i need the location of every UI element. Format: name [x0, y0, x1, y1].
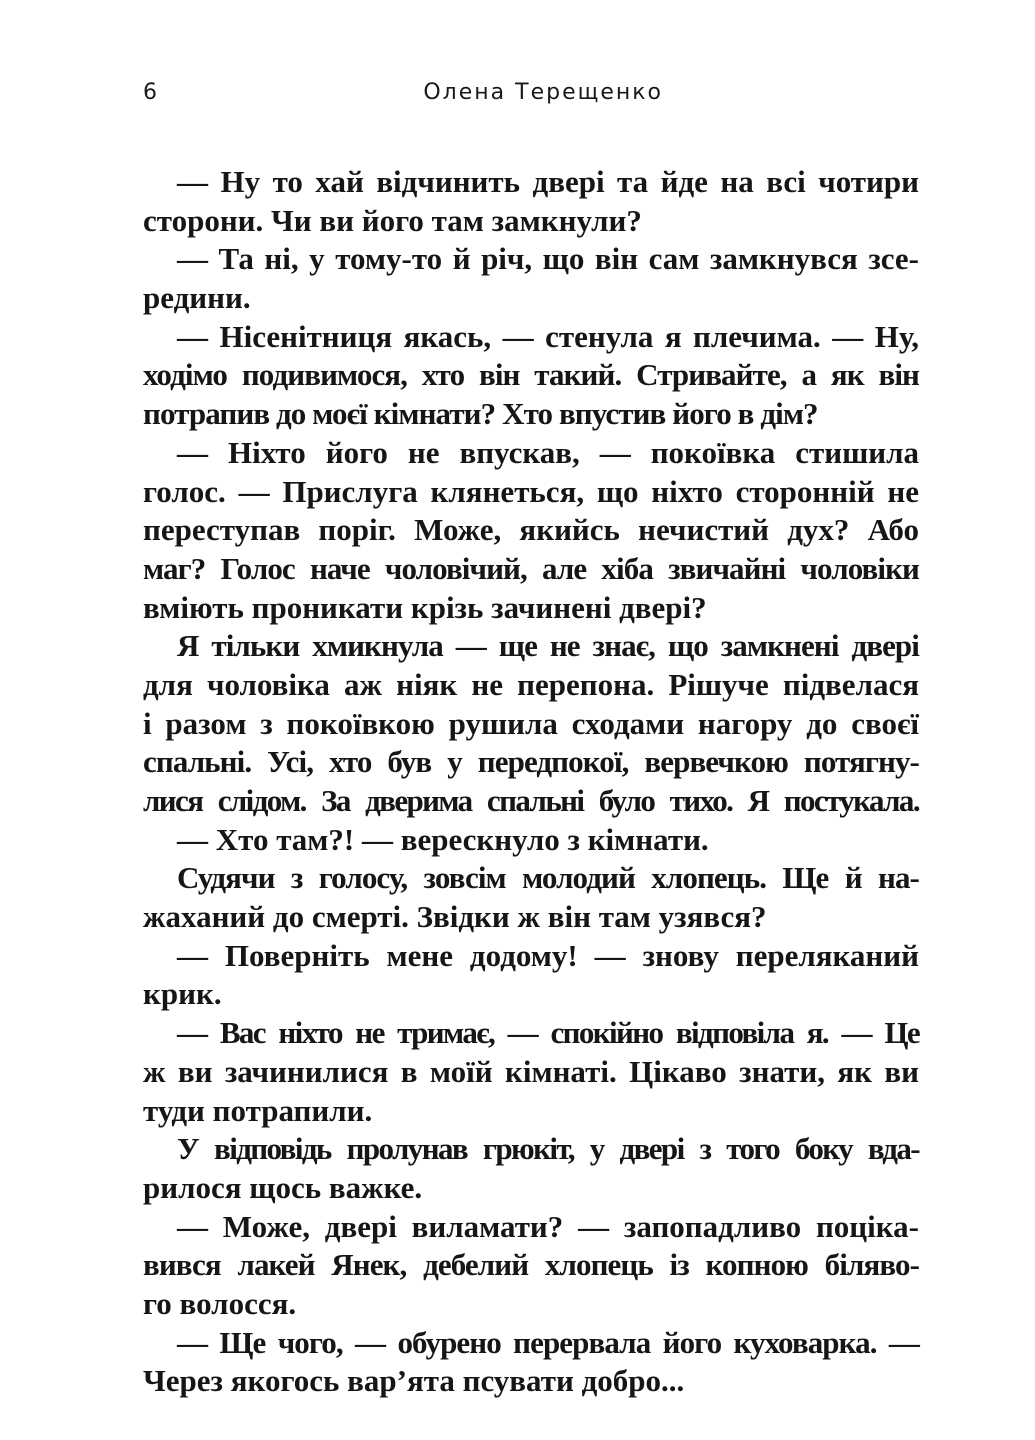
- text-line: — Поверніть мене додому! — знову переляканий: [177, 937, 919, 973]
- text-line: ходімо подивимося, хто він такий. Стривайте, а як він: [143, 357, 919, 393]
- text-line: лися слідом. За дверима спальні було тихо. Я постукала.: [143, 783, 919, 818]
- text-line: — Ніхто його не впускав, — покоївка стишила: [177, 434, 919, 470]
- text-line: туди потрапили.: [143, 1092, 373, 1128]
- text-line: маг? Голос наче чоловічий, але хіба звичайні чоловіки: [143, 550, 919, 586]
- text-line: — Ще чого, — обурено перервала його куховарка. —: [177, 1324, 919, 1360]
- text-line: голос. — Прислуга клянеться, що ніхто сторонній не: [143, 473, 919, 509]
- text-line: — Вас ніхто не тримає, — спокійно відповіла я. — Це: [177, 1015, 919, 1051]
- text-line: ж ви зачинилися в моїй кімнаті. Цікаво знати, як ви: [143, 1053, 919, 1089]
- text-line: крик.: [143, 976, 222, 1012]
- text-line: У відповідь пролунав грюкіт, у двері з того боку вда-: [177, 1131, 919, 1167]
- page-header: [143, 80, 663, 116]
- text-line: Судячи з голосу, зовсім молодий хлопець. Ще й на-: [177, 860, 919, 896]
- page-number: 6: [143, 80, 159, 105]
- text-line: сторони. Чи ви його там замкнули?: [143, 202, 642, 238]
- text-line: спальні. Усі, хто був у передпокої, вервечкою потягну-: [143, 744, 919, 780]
- text-line: го волосся.: [143, 1285, 297, 1321]
- text-line: — Ну то хай відчинить двері та йде на всі чотири: [177, 164, 919, 199]
- text-line: Через якогось вар’ята псувати добро...: [143, 1363, 685, 1399]
- running-head-author: Олена Терещенко: [423, 80, 663, 105]
- text-line: переступав поріг. Може, якийсь нечистий дух? Або: [143, 512, 919, 548]
- text-line: рилося щось важке.: [143, 1169, 423, 1205]
- text-line: вився лакей Янек, дебелий хлопець із копною біляво-: [143, 1247, 919, 1283]
- text-line: — Хто там?! — верескнуло з кімнати.: [177, 821, 709, 857]
- text-line: — Та ні, у тому-то й річ, що він сам замкнувся зсе-: [177, 241, 919, 277]
- text-line: і разом з покоївкою рушила сходами нагору до своєї: [143, 705, 919, 741]
- text-line: для чоловіка аж ніяк не перепона. Рішуче підвелася: [143, 666, 919, 702]
- text-line: Я тільки хмикнула — ще не знає, що замкнені двері: [177, 628, 919, 664]
- text-line: редини.: [143, 280, 251, 316]
- text-line: жаханий до смерті. Звідки ж він там узявся?: [143, 899, 767, 935]
- text-line: потрапив до моєї кімнати? Хто впустив його в дім?: [143, 396, 818, 432]
- text-line: вміють проникати крізь зачинені двері?: [143, 589, 707, 625]
- text-line: — Може, двері виламати? — запопадливо поціка-: [177, 1208, 919, 1244]
- text-line: — Нісенітниця якась, — стенула я плечима. — Ну,: [177, 318, 919, 354]
- body-text: [143, 163, 919, 1401]
